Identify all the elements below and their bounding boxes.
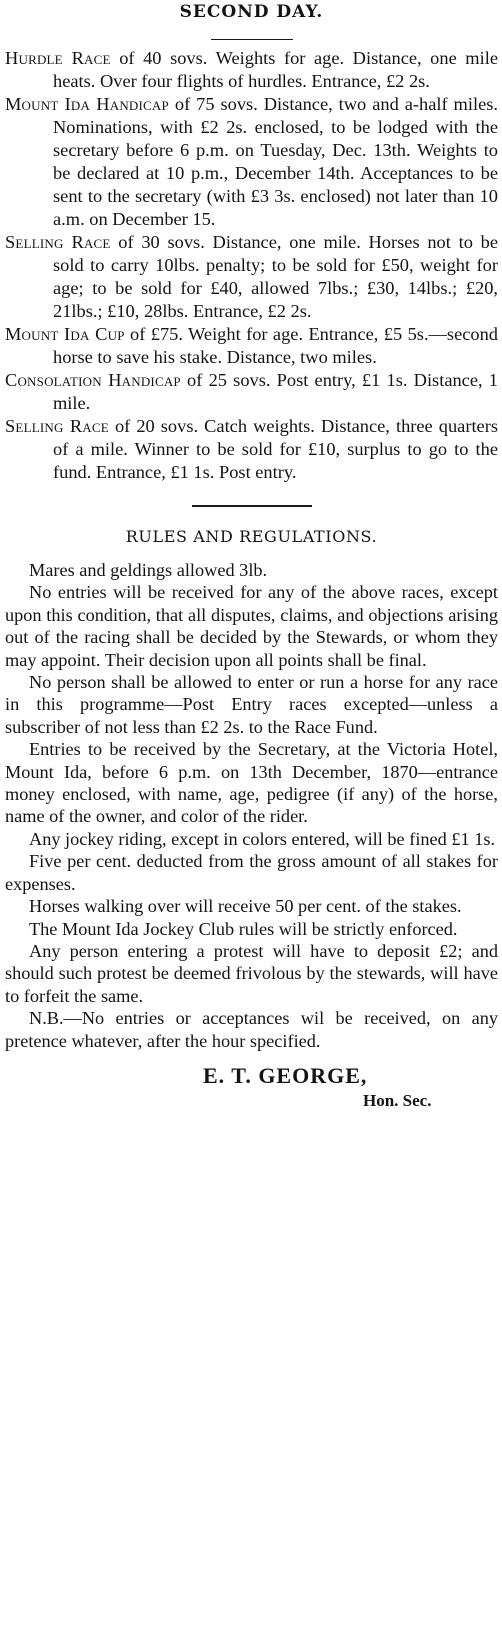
race-details: of 75 sovs. Distance, two and a-half miles. Nominations, with £2 2s. enclosed, to be lodged with the secretary before 6 p.m. on Tuesday, Dec. 13th. Weights to be declared at 10 p.m., December 14th. Acceptances to be sent to the secretary (with £3 3s. enclosed) not later than 10 a.m. on December 15. [53, 94, 498, 229]
race-entry-mount-ida-cup [5, 323, 498, 369]
rule-paragraph: Any person entering a protest will have to deposit £2; and should such protest be deemed frivolous by the stewards, will have to forfeit the same. [5, 940, 498, 1006]
rule-paragraph: N.B.—No entries or acceptances wil be received, on any pretence whatever, after the hour specified. [5, 1008, 498, 1051]
race-entry-mount-ida-handicap [5, 93, 498, 231]
race-name: Consolation Handicap [5, 370, 181, 390]
race-details: of 40 sovs. Weights for age. Distance, one mile heats. Over four flights of hurdles. Entrance, £2 2s. [53, 48, 498, 91]
rules-list [5, 559, 498, 1052]
race-name: Mount Ida Handicap [5, 94, 169, 114]
signature-title: Hon. Sec. [363, 1090, 432, 1110]
rule-paragraph: No person shall be allowed to enter or run a horse for any race in this programme—Post Entry races excepted—unless a subscriber of not less than £2 2s. to the Race Fund. [5, 672, 498, 737]
race-list [5, 47, 498, 484]
race-entry-hurdle-race [5, 47, 498, 93]
rule-paragraph: Mares and geldings allowed 3lb. [29, 560, 268, 580]
race-details: of 20 sovs. Catch weights. Distance, three quarters of a mile. Winner to be sold for £10, surplus to go to the fund. Entrance, £1 1s. Post entry. [53, 416, 499, 482]
race-details: of £75. Weight for age. Entrance, £5 5s.—second horse to save his stake. Distance, two miles. [53, 324, 498, 367]
race-name: Selling Race [5, 416, 109, 436]
race-name: Selling Race [5, 232, 111, 252]
rules-heading: RULES AND REGULATIONS. [125, 527, 378, 546]
race-name: Hurdle Race [5, 48, 111, 68]
section-heading-second-day: SECOND DAY. [179, 2, 324, 22]
heading-underline [211, 39, 293, 40]
race-entry-consolation-handicap [5, 369, 498, 415]
rule-paragraph: Five per cent. deducted from the gross amount of all stakes for expenses. [5, 851, 498, 894]
race-details: of 25 sovs. Post entry, £1 1s. Distance, 1 mile. [53, 370, 498, 413]
race-name: Mount Ida Cup [5, 324, 125, 344]
rule-paragraph: Entries to be received by the Secretary, at the Victoria Hotel, Mount Ida, before 6 p.m. on 13th December, 1870—entrance money enclosed, with name, age, pedigree (if any) of the horse, name of the owner, and color of the rider. [5, 739, 498, 827]
race-entry-selling-race-30 [5, 231, 498, 323]
section-divider [192, 505, 312, 507]
rule-paragraph: Any jockey riding, except in colors entered, will be fined £1 1s. [29, 828, 496, 849]
rule-paragraph: The Mount Ida Jockey Club rules will be strictly enforced. [29, 918, 458, 939]
signature-name: E. T. GEORGE, [203, 1062, 368, 1088]
race-entry-selling-race-20 [5, 415, 498, 484]
race-details: of 30 sovs. Distance, one mile. Horses not to be sold to carry 10lbs. penalty; to be sold for £50, weight for age; to be sold for £40, allowed 7lbs.; £30, 14lbs.; £20, 21lbs.; £10, 28lbs. Entrance, £2 2s. [53, 232, 498, 321]
rule-paragraph: Horses walking over will receive 50 per cent. of the stakes. [29, 896, 462, 917]
rule-paragraph: No entries will be received for any of the above races, except upon this condition, that all disputes, claims, and objections arising out of the racing shall be decided by the Stewards, or whom they may appoint. Their decision upon all points shall be final. [5, 582, 498, 670]
